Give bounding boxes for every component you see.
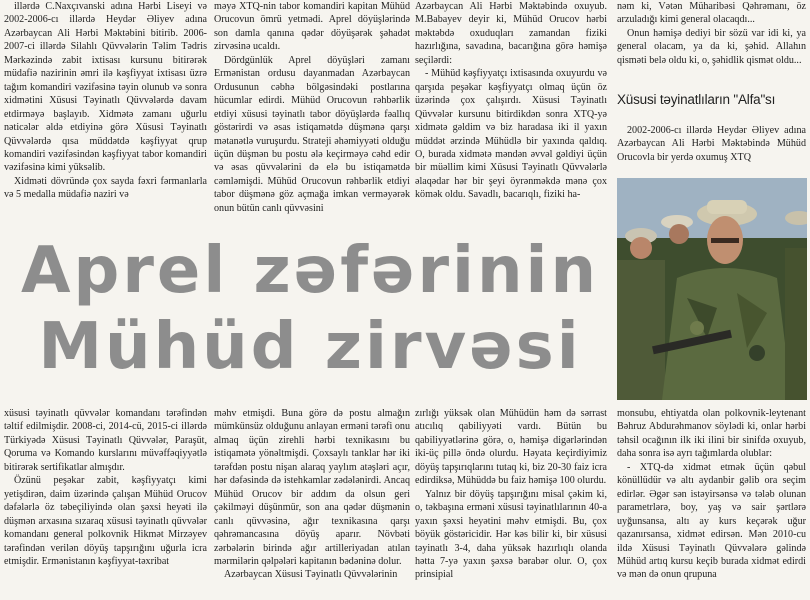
paragraph: Azərbaycan Ali Hərbi Məktəbində oxuyub. M.Babayev deyir ki, Mühüd Orucov hərbi məktəbdə oxuduqları zamandan fiziki hazırlığına, savadına, bacarığına görə həmişə seçilərdi: bbox=[415, 1, 607, 66]
paragraph: monsubu, ehtiyatda olan polkovnik-leytenant Bəhruz Abdurəhmanov söylədi ki, onlar hərbi təhsil ocağının ilk iki ilini bir sinifdə oxuyub, daha sonra isə ayrı tağımlarda olublar: bbox=[617, 408, 806, 460]
article-column-1-bottom bbox=[4, 407, 207, 600]
paragraph: Azərbaycan Xüsusi Təyinatlı Qüvvələrinin bbox=[224, 569, 398, 581]
paragraph: - Mühüd kəşfiyyatçı ixtisasında oxuyurdu və qarşıda peşəkar kəşfiyyatçı olmaq üçün öz üzərində çox çalışırdı. Xüsusi Təyinatlı Qüvvələr kursunu bitirdikdən sonra XTQ-yə xidmətə gəldim və biz haradasa iki il yaxın müddət ərzində Mühüdlə bir yaxında qaldıq. O, burada xidmətə məndən əvvəl gəldiyi üçün bir müəllim kimi Xüsusi Təyinatlı Qüvvələrlə əlaqədar hər bir şeyi öyrənməkdə mənə çox kömək oldu. Savadlı, bacarıqlı, fiziki ha- bbox=[415, 68, 607, 201]
article-column-4-top bbox=[617, 0, 806, 76]
paragraph: Özünü peşəkar zabit, kəşfiyyatçı kimi yetişdirən, daim üzərində çalışan Mühüd Orucov dəfələrlə öz təbeçiliyində olan şəxsi heyəti ilə düşmən arxasına sızaraq xüsusi təyinatlı qüvvələr komandanı general polkovnik Hikmət Mirzəyev tərəfindən verilən döyüş tapşırığını uğurla icra etmişdir. Ermənistanın kəşfiyyat-təxribat bbox=[4, 475, 207, 567]
headline-line-2: Mühüd zirvəsi bbox=[38, 310, 582, 384]
article-column-4-middle bbox=[617, 124, 806, 172]
paragraph: 2002-2006-cı illərdə Heydər Əliyev adına Azərbaycan Ali Hərbi Məktəbində Mühüd Orucovla bir yerdə oxumuş XTQ bbox=[617, 125, 806, 163]
article-column-2-top bbox=[214, 0, 410, 231]
paragraph: Onun həmişə dediyi bir sözü var idi ki, ya general olacam, ya da ki, şəhid. Allahın qisməti belə oldu ki, o, şəhidlik qismət oldu... bbox=[617, 27, 806, 66]
paragraph: illərdə C.Naxçıvanski adına Hərbi Liseyi və 2002-2006-cı illərdə Heydər Əliyev adına Azərbaycan Ali Hərbi Məktəbini bitirib. 2006-2007-ci illərdə Silahlı Qüvvələrin Təlim Tədris Mərkəzində zabit ixtisası kursunu bitirərək müdafiə nazirinin əmri ilə kəşfiyyat ixtisası üzrə tağım komandiri vəzifəsinə təyin olunub və sonra xidmətini Xüsusi Təyinatlı Qüvvələrdə davam etdirməyə başlayıb. Xidmətə zamanı uğurlu nəticələr əldə etdiyinə görə Xüsusi Təyinatlı Qüvvələrdə qısa müddətdə kəşfiyyat qrup komandiri vəzifəsindən kəşfiyyat tabor komandiri vəzifəsinə kimi yüksəlib. bbox=[4, 1, 207, 174]
paragraph: Dördgünlük Aprel döyüşləri zamanı Ermənistan ordusu dayanmadan Azərbaycan Ordusunun cəbhə bölgəsindəki postlarına hücumlar edirdi. Mühüd Orucovun rəhbərlik etdiyi xüsusi təyinatlı tabor döyüşlərdə fəallıq göstərirdi və əsas istiqamətdə düşmənə qarşı mətanətlə vuruşurdu. Strateji əhəmiyyəti olduğu üçün düşmən bu postu ələ keçirməyə cəhd edir və əsas qüvvələrini də elə bu istiqamətdə cəmləmişdi. Mühüd Orucovun rəhbərlik etdiyi tabor düşmənə göz açmağa imkan verməyərək onun bütün canlı qüvvəsini bbox=[214, 54, 410, 214]
paragraph: məhv etmişdi. Buna görə də postu almağın mümkünsüz olduğunu anlayan erməni tərəfi onu almaq üçün zirehli hərbi texnikasını bu istiqamətə yönəltmişdi. Çoxsaylı tanklar hər iki tərəfdən postu nişan alaraq yaylım atəşləri açır, hər dəfəsində də istehkamlar zədələnirdi. Ancaq Mühüd Orucov bir addım da olsun geri çəkilməyi düşünmür, son ana qədər düşmənin canlı qüvvəsinə, ağır texnikasına qarşı qəhrəmancasına döyüş aparır. Növbəti zərbələrin birində ağır artilleriyadan atılan mərmilərin qəlpələri kapitanın bədəninə dolur. bbox=[214, 408, 410, 567]
article-column-3-bottom bbox=[415, 407, 607, 600]
section-subheading: Xüsusi təyinatlıların "Alfa"sı bbox=[617, 92, 776, 107]
paragraph: məyə XTQ-nin tabor komandiri kapitan Mühüd Orucovun ömrü yetmədi. Aprel döyüşlərində son damla qanına qədər döyüşərək şəhadət zirvəsinə ucaldı. bbox=[214, 1, 410, 53]
paragraph: Xidməti dövründə çox sayda fəxri fərmanlarla və 5 medalla müdafiə naziri və bbox=[4, 175, 207, 201]
article-column-3-top bbox=[415, 0, 607, 231]
soldiers-illustration bbox=[617, 178, 807, 400]
soldiers-photo bbox=[617, 178, 807, 400]
article-column-2-bottom bbox=[214, 407, 410, 600]
paragraph: zırlığı yüksək olan Mühüdün həm də sərrast atıcılıq qabiliyyəti vardı. Bütün bu qabiliyyətlərinə görə, o, həmişə digərlərindən iki-üç pillə öndə olurdu. Həyata keçirdiyimiz döyüş tapşırıqlarını tutaq ki, biz 20-30 faiz icra edirdiksə, Mühüddə bu faiz həmişə 100 olurdu. bbox=[415, 408, 607, 487]
article-column-1-top bbox=[4, 0, 207, 231]
paragraph: - XTQ-də xidmət etmək üçün qəbul könüllüdür və altı aydanbir gəlib ora seçim edirlər. Əgər sən istəyirsənsə və tələb olunan parametrlərə, boy, yaş və sair şərtlərə uyğunsansa, altı ay kurs keçərək uğur qazanırsansa, xidmət edirsən. Mən 2010-cu ildə Xüsusi Təyinatlı Qüvvələrə gəlində Mühüd artıq kursu keçib burada xidmət edirdi və mən də onun qrupuna bbox=[617, 461, 806, 581]
paragraph: nəm ki, Vətən Müharibəsi Qəhrəmanı, öz arzuladığı kimi general olacaqdı... bbox=[617, 1, 806, 26]
paragraph: Yalnız bir döyüş tapşırığını misal çəkim ki, o, təkbaşına erməni xüsusi təyinatlılarının 40-a yaxın şəxsi heyətini məhv etmişdi. Bu, çox böyük göstəricidir. Hər kəs bilir ki, bir xüsusi təyinatlı 3-4, daha yüksək hazırlıqlı olanda hətta 7-yə yaxın şəxsə bərabər olur. O, çox prinsipial bbox=[415, 488, 607, 581]
headline-line-1: Aprel zəfərinin bbox=[21, 234, 599, 308]
article-column-4-bottom bbox=[617, 407, 806, 600]
paragraph: xüsusi təyinatlı qüvvələr komandanı tərəfindən təltif edilmişdir. 2008-ci, 2014-cü, 2015-ci illərdə Türkiyədə Xüsusi Təyinatlı Qüvvələr, Paraşüt, Qoruma və Komando kurslarını müvəffəqiyyətlə bitirərək sertifikatlar almışdır. bbox=[4, 408, 207, 473]
